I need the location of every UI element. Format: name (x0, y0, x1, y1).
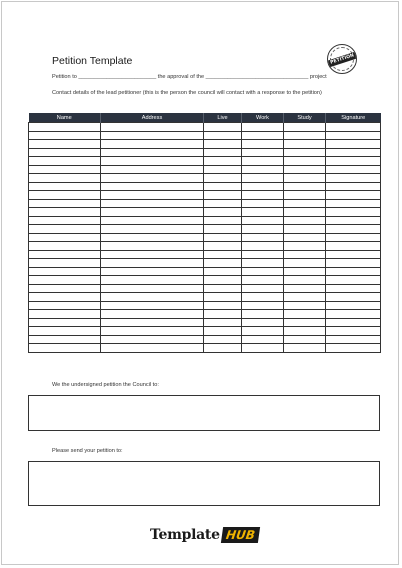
cell-work[interactable] (242, 284, 284, 293)
cell-work[interactable] (242, 140, 284, 149)
table-row (29, 140, 381, 149)
cell-signature[interactable] (326, 335, 381, 344)
cell-name[interactable] (29, 250, 101, 259)
cell-live[interactable] (204, 131, 242, 140)
cell-live[interactable] (204, 216, 242, 225)
cell-name[interactable] (29, 233, 101, 242)
cell-study[interactable] (284, 259, 326, 268)
cell-work[interactable] (242, 327, 284, 336)
cell-name[interactable] (29, 293, 101, 302)
logo-word: Template (150, 527, 220, 543)
cell-study[interactable] (284, 250, 326, 259)
cell-name[interactable] (29, 284, 101, 293)
table-row (29, 344, 381, 353)
cell-work[interactable] (242, 174, 284, 183)
cell-work[interactable] (242, 233, 284, 242)
petition-stamp-icon (327, 44, 357, 74)
cell-live[interactable] (204, 310, 242, 319)
cell-address[interactable] (101, 301, 204, 310)
cell-name[interactable] (29, 182, 101, 191)
cell-study[interactable] (284, 123, 326, 132)
cell-work[interactable] (242, 335, 284, 344)
cell-work[interactable] (242, 259, 284, 268)
cell-study[interactable] (284, 310, 326, 319)
send-label: Please send your petition to: (52, 448, 123, 454)
petition-line: Petition to _________________________ the approval of the _________________________________ project (52, 74, 327, 80)
cell-name[interactable] (29, 301, 101, 310)
cell-signature[interactable] (326, 310, 381, 319)
council-label: We the undersigned petition the Council to: (52, 382, 159, 388)
cell-name[interactable] (29, 157, 101, 166)
cell-live[interactable] (204, 242, 242, 251)
cell-name[interactable] (29, 140, 101, 149)
table-row (29, 199, 381, 208)
table-row (29, 208, 381, 217)
signatures-table (28, 113, 381, 353)
cell-work[interactable] (242, 216, 284, 225)
table-row (29, 165, 381, 174)
cell-study[interactable] (284, 242, 326, 251)
table-row (29, 131, 381, 140)
cell-address[interactable] (101, 174, 204, 183)
cell-address[interactable] (101, 233, 204, 242)
cell-address[interactable] (101, 148, 204, 157)
cell-live[interactable] (204, 344, 242, 353)
cell-name[interactable] (29, 174, 101, 183)
cell-work[interactable] (242, 165, 284, 174)
cell-name[interactable] (29, 208, 101, 217)
cell-signature[interactable] (326, 140, 381, 149)
cell-address[interactable] (101, 293, 204, 302)
cell-address[interactable] (101, 276, 204, 285)
table-row (29, 327, 381, 336)
cell-work[interactable] (242, 225, 284, 234)
header-signature: Signature (326, 113, 381, 123)
table-row (29, 310, 381, 319)
cell-live[interactable] (204, 174, 242, 183)
cell-signature[interactable] (326, 225, 381, 234)
cell-live[interactable] (204, 208, 242, 217)
cell-name[interactable] (29, 327, 101, 336)
cell-address[interactable] (101, 335, 204, 344)
cell-live[interactable] (204, 225, 242, 234)
cell-study[interactable] (284, 344, 326, 353)
cell-live[interactable] (204, 123, 242, 132)
cell-work[interactable] (242, 199, 284, 208)
table-row (29, 182, 381, 191)
table-row (29, 284, 381, 293)
header-live: Live (204, 113, 242, 123)
cell-work[interactable] (242, 344, 284, 353)
cell-address[interactable] (101, 310, 204, 319)
cell-study[interactable] (284, 157, 326, 166)
cell-work[interactable] (242, 318, 284, 327)
cell-live[interactable] (204, 293, 242, 302)
table-row (29, 191, 381, 200)
cell-live[interactable] (204, 327, 242, 336)
cell-signature[interactable] (326, 250, 381, 259)
templatehub-logo (150, 527, 259, 543)
header-study: Study (284, 113, 326, 123)
table-row (29, 174, 381, 183)
table-row (29, 157, 381, 166)
cell-work[interactable] (242, 293, 284, 302)
table-row (29, 301, 381, 310)
cell-name[interactable] (29, 276, 101, 285)
cell-live[interactable] (204, 276, 242, 285)
table-row (29, 318, 381, 327)
cell-live[interactable] (204, 318, 242, 327)
cell-study[interactable] (284, 131, 326, 140)
cell-address[interactable] (101, 131, 204, 140)
cell-study[interactable] (284, 199, 326, 208)
cell-live[interactable] (204, 284, 242, 293)
cell-signature[interactable] (326, 182, 381, 191)
table-row (29, 250, 381, 259)
cell-signature[interactable] (326, 199, 381, 208)
cell-work[interactable] (242, 242, 284, 251)
cell-study[interactable] (284, 148, 326, 157)
council-request-box[interactable] (28, 395, 380, 431)
cell-live[interactable] (204, 301, 242, 310)
cell-address[interactable] (101, 165, 204, 174)
cell-signature[interactable] (326, 301, 381, 310)
cell-signature[interactable] (326, 208, 381, 217)
cell-name[interactable] (29, 267, 101, 276)
cell-address[interactable] (101, 225, 204, 234)
cell-address[interactable] (101, 157, 204, 166)
cell-signature[interactable] (326, 267, 381, 276)
cell-study[interactable] (284, 233, 326, 242)
cell-name[interactable] (29, 225, 101, 234)
cell-signature[interactable] (326, 157, 381, 166)
table-row (29, 233, 381, 242)
cell-signature[interactable] (326, 174, 381, 183)
cell-study[interactable] (284, 335, 326, 344)
cell-work[interactable] (242, 310, 284, 319)
cell-live[interactable] (204, 233, 242, 242)
cell-study[interactable] (284, 318, 326, 327)
cell-live[interactable] (204, 250, 242, 259)
cell-name[interactable] (29, 310, 101, 319)
cell-name[interactable] (29, 191, 101, 200)
table-row (29, 216, 381, 225)
stamp-inner-ring (330, 47, 354, 71)
cell-name[interactable] (29, 259, 101, 268)
cell-address[interactable] (101, 216, 204, 225)
cell-work[interactable] (242, 182, 284, 191)
cell-study[interactable] (284, 225, 326, 234)
cell-signature[interactable] (326, 284, 381, 293)
cell-signature[interactable] (326, 148, 381, 157)
cell-signature[interactable] (326, 131, 381, 140)
table-row (29, 123, 381, 132)
cell-signature[interactable] (326, 165, 381, 174)
table-row (29, 276, 381, 285)
cell-signature[interactable] (326, 276, 381, 285)
cell-live[interactable] (204, 157, 242, 166)
cell-name[interactable] (29, 242, 101, 251)
cell-signature[interactable] (326, 344, 381, 353)
cell-name[interactable] (29, 131, 101, 140)
table-row (29, 259, 381, 268)
cell-work[interactable] (242, 131, 284, 140)
table-row (29, 335, 381, 344)
cell-address[interactable] (101, 140, 204, 149)
cell-signature[interactable] (326, 259, 381, 268)
document-page (1, 1, 399, 565)
table-row (29, 242, 381, 251)
cell-live[interactable] (204, 259, 242, 268)
table-row (29, 148, 381, 157)
cell-name[interactable] (29, 148, 101, 157)
cell-study[interactable] (284, 293, 326, 302)
cell-work[interactable] (242, 267, 284, 276)
cell-work[interactable] (242, 191, 284, 200)
cell-signature[interactable] (326, 242, 381, 251)
cell-signature[interactable] (326, 123, 381, 132)
cell-name[interactable] (29, 344, 101, 353)
cell-work[interactable] (242, 301, 284, 310)
cell-live[interactable] (204, 148, 242, 157)
table-row (29, 225, 381, 234)
cell-live[interactable] (204, 199, 242, 208)
cell-study[interactable] (284, 276, 326, 285)
cell-address[interactable] (101, 208, 204, 217)
cell-study[interactable] (284, 140, 326, 149)
stamp-label: PETITION (327, 51, 357, 67)
cell-address[interactable] (101, 344, 204, 353)
cell-address[interactable] (101, 318, 204, 327)
page-title: Petition Template (52, 55, 133, 67)
cell-study[interactable] (284, 174, 326, 183)
cell-name[interactable] (29, 216, 101, 225)
header-address: Address (101, 113, 204, 123)
cell-study[interactable] (284, 208, 326, 217)
cell-study[interactable] (284, 182, 326, 191)
cell-study[interactable] (284, 216, 326, 225)
cell-name[interactable] (29, 318, 101, 327)
cell-work[interactable] (242, 250, 284, 259)
cell-address[interactable] (101, 284, 204, 293)
table-row (29, 267, 381, 276)
cell-signature[interactable] (326, 191, 381, 200)
cell-work[interactable] (242, 208, 284, 217)
cell-live[interactable] (204, 335, 242, 344)
cell-name[interactable] (29, 165, 101, 174)
cell-signature[interactable] (326, 318, 381, 327)
table-header-row (29, 113, 381, 123)
cell-address[interactable] (101, 191, 204, 200)
cell-live[interactable] (204, 182, 242, 191)
cell-work[interactable] (242, 276, 284, 285)
cell-study[interactable] (284, 267, 326, 276)
cell-address[interactable] (101, 199, 204, 208)
cell-work[interactable] (242, 157, 284, 166)
cell-signature[interactable] (326, 233, 381, 242)
cell-name[interactable] (29, 335, 101, 344)
cell-name[interactable] (29, 199, 101, 208)
table-row (29, 293, 381, 302)
cell-study[interactable] (284, 301, 326, 310)
cell-live[interactable] (204, 191, 242, 200)
cell-study[interactable] (284, 165, 326, 174)
cell-address[interactable] (101, 242, 204, 251)
cell-study[interactable] (284, 191, 326, 200)
cell-name[interactable] (29, 123, 101, 132)
cell-address[interactable] (101, 327, 204, 336)
cell-study[interactable] (284, 327, 326, 336)
cell-study[interactable] (284, 284, 326, 293)
logo-hub: HUB (221, 527, 260, 543)
cell-live[interactable] (204, 140, 242, 149)
cell-signature[interactable] (326, 327, 381, 336)
cell-address[interactable] (101, 123, 204, 132)
cell-work[interactable] (242, 148, 284, 157)
cell-address[interactable] (101, 259, 204, 268)
cell-work[interactable] (242, 123, 284, 132)
header-name: Name (29, 113, 101, 123)
send-address-box[interactable] (28, 461, 380, 506)
cell-address[interactable] (101, 250, 204, 259)
cell-live[interactable] (204, 267, 242, 276)
cell-address[interactable] (101, 182, 204, 191)
cell-address[interactable] (101, 267, 204, 276)
cell-live[interactable] (204, 165, 242, 174)
cell-signature[interactable] (326, 216, 381, 225)
cell-signature[interactable] (326, 293, 381, 302)
header-work: Work (242, 113, 284, 123)
contact-details-text: Contact details of the lead petitioner (this is the person the council will contact with a response to the petition) (52, 90, 322, 96)
signatures-table-body (29, 123, 381, 353)
